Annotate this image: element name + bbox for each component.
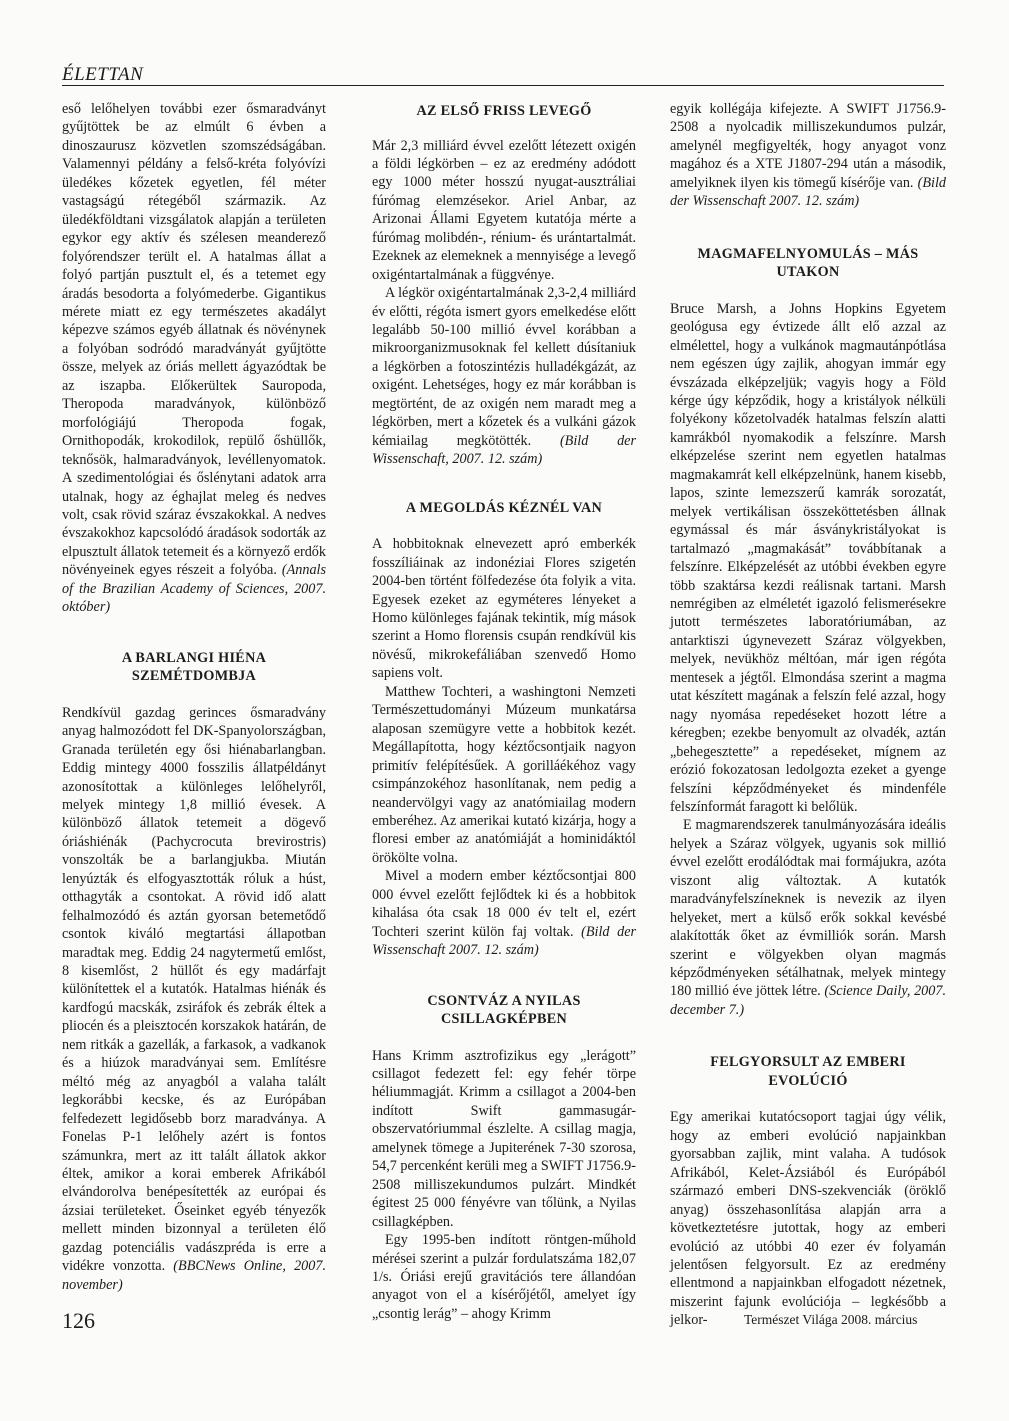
header-rule bbox=[62, 85, 944, 86]
article-text bbox=[372, 867, 636, 959]
column-3 bbox=[670, 100, 946, 1330]
paragraph: A légkör oxigéntartalmának 2,3-2,4 milliárd év előtti, régóta ismert gyors emelkedése előtt legalább 50-100 millió évvel korábban a mikroorganizmusoknak fel kellett dúsítaniuk a légkörben a fotoszintézis hulladékgázát, az oxigént. Lehetséges, hogy ez már korábban is megtörtént, de az oxigén nem maradt meg a légkörben, mert a kőzetek és a vulkáni gázok kémiailag megkötötték. bbox=[372, 285, 636, 449]
paragraph: Egy 1995-ben indított röntgen-műhold mérései szerint a pulzár fordulatszáma 182,07 1/s. Óriási erejű gravitációs tere állandóan anyagot von el a kísérőjétől, amelyet így „csontig lerág” – ahogy Krimm bbox=[372, 1232, 636, 1322]
source-citation: (BBCNews Online, 2007. november) bbox=[62, 1258, 326, 1293]
article-text bbox=[62, 100, 326, 617]
paragraph: eső lelőhelyen további ezer ősmaradványt gyűjtöttek be az elmúlt 6 évben a dinoszaurusz közvetlen szomszédságában. Valamennyi példány a felső-kréta folyóvízi üledékes kőzetek egyetlen, fél méter vastagságú rétegéből származik. Az üledékföldtani vizsgálatok alapján a területen egykor egy aktív és szélesen meanderező folyórendszer terült el. A hatalmas állat a folyó partján pusztult el, és a tetemet egy áradás besodorta a folyómederbe. Gigantikus mérete miatt ez egy természetes akadályt képezve számos egyéb állatnak és növénynek a folyóban sodródó maradványát gyűjtötte össze, melyek az óriás mellett ágyazódtak be az iszapba. Előkerültek Sauropoda, Theropoda maradványok, különböző morfológiájú Theropoda fogak, Ornithopodák, krokodilok, repülő őshüllők, teknősök, halmaradványok, levéllenyomatok. A szedimentológiai és őslénytani adatok arra utalnak, hogy az éghajlat meleg és nedves volt, csak rövid száraz évszakokkal. A nedves évszakokhoz kapcsolódó áradások sodorták az elpusztult állatok tetemeit és a környező erdők növényeinek egyes részeit a folyóba. bbox=[62, 101, 326, 579]
paragraph: A hobbitoknak elnevezett apró emberkék fosszíliáinak az indonéziai Flores szigetén 2004-ben történt fölfedezése óta folyik a vita. Egyesek ezeket az egyméteres lényeket a Homo különleges fajának tekintik, míg mások szerint a Homo florensis csupán rendkívül kis növésű, mikrokefáliában szenvedő Homo sapiens volt. bbox=[372, 536, 636, 682]
source-citation: (Bild der Wissenschaft, 2007. 12. szám) bbox=[372, 432, 636, 468]
article-text bbox=[670, 816, 946, 1019]
article-heading: CSONTVÁZ A NYILAS CSILLAGKÉPBEN bbox=[427, 992, 581, 1028]
article-text bbox=[62, 704, 326, 1295]
paragraph: Matthew Tochteri, a washingtoni Nemzeti Természettudományi Múzeum munkatársa alaposan szemügyre vette a hobbitok kezét. Megállapította, hogy kéztőcsontjaik nagyon primitív felépítésűek. A gorilláékéhoz vagy csimpánzokéhoz hasonlítanak, nem pedig a neandervölgyi vagy az anatómiailag modern emberéhez. Az amerikai kutató kizárja, hogy a floresi ember az anatómiáját a hominidáktól örökölte volna. bbox=[372, 683, 636, 866]
column-1 bbox=[62, 100, 326, 1294]
article-text bbox=[670, 100, 946, 211]
article-heading: A BARLANGI HIÉNA SZEMÉTDOMBJA bbox=[121, 649, 267, 685]
running-header bbox=[62, 64, 944, 86]
source-citation: (Annals of the Brazilian Academy of Sciences, 2007. október) bbox=[62, 562, 327, 616]
page-number: 126 bbox=[62, 1308, 95, 1333]
article-text bbox=[372, 284, 636, 469]
paragraph: Bruce Marsh, a Johns Hopkins Egyetem geológusa egy évtizede állt elő azzal az elmélettel, hogy a vulkánok magmautánpótlása nem egészen úgy zajlik, ahogyan immár egy évszázada elképzeljük; vagyis hogy a Föld kérge úgy képződik, hogy a kristályok nélküli folyékony kőzetolvadék hatalmas felszín alatti kamrákból nyomakodik a felszínre. Marsh elképzelése szerint nem egyetlen hatalmas magmakamrát kell elképzelnünk, hanem kisebb, lapos, szinte lemezszerű kamrák sorozatát, melyek vertikálisan összeköttetésben állnak egymással és már ásványkristályokat is tartalmazó „magmakását” továbbítanak a felszínre. Elképzelését az utóbbi években egyre több szaktársa kezdi reálisnak tartani. Marsh nemrégiben az elméletét igazoló felismerésekre jutott természetes laboratóriumában, az antarktiszi úgynevezett Száraz völgyekben, melyek, nevükhöz méltóan, már igen régóta mentesek a jégtől. Elmondása szerint a magma utat készített magának a felszín felé azzal, hogy nagy nyomása repedéseket hozott létre a kéregben; ezekbe benyomult az olvadék, aztán „behegesztette” a repedéseket, mígnem az erózió fokozatosan ledolgozta ezeket a gyenge felszíni képződményeket és mindenféle felszínformát faragott ki belőlük. bbox=[670, 300, 946, 815]
paragraph: E magmarendszerek tanulmányozására ideális helyek a Száraz völgyek, ugyanis sok millió évvel ezelőtt erodálódtak mai formájukra, azóta viszont alig változtak. A kutatók maradványfelszíneknek is nevezik az ilyen helyeket, mert a külső erők sokkal kevésbé alakították őket az évmilliók során. Marsh szerint e völgyekben olyan magmás képződményeken sétálhatnak, melyek mintegy 180 millió éve jöttek létre. bbox=[670, 817, 946, 1000]
source-citation: (Bild der Wissenschaft 2007. 12. szám) bbox=[670, 174, 947, 210]
column-2 bbox=[372, 100, 636, 1323]
source-citation: (Science Daily, 2007. december 7.) bbox=[670, 983, 946, 1018]
section-title: ÉLETTAN bbox=[62, 64, 144, 85]
paragraph: Már 2,3 milliárd évvel ezelőtt létezett oxigén a földi légkörben – ez az eredmény adódott egy 1000 méter hosszú nyugat-ausztráliai fúrómag elemzésekor. Ariel Anbar, az Arizonai Állami Egyetem kutatója mérte a fúrómag molibdén-, rénium- és urántartalmát. Ezeknek az elemeknek a mennyisége a levegő oxigéntartalmának a függvénye. bbox=[372, 137, 636, 283]
paragraph: Rendkívül gazdag gerinces ősmaradvány anyag halmozódott fel DK-Spanyolországban, Granada területén egy ősi hiénabarlangban. Eddig mintegy 4000 fosszilis állatpéldányt azonosítottak a különleges lelőhelyről, melyek mintegy 1,8 millió évesek. A különböző állatok tetemeit a dögevő óriáshiénák (Pachycrocuta brevirostris) vonszolták be a barlangjukba. Miután lenyúzták és elfogyasztották róluk a húst, otthagyták a csontokat. A rövid idő alatt felhalmozódó és aztán gyorsan betemetődő csontok kiváló megtartási állapotban maradtak meg. Eddig 24 nagytermetű emlőst, 8 kisemlőst, 2 hüllőt és egy madárfajt különítettek el a kutatók. Hatalmas hiénák és kardfogú macskák, zsiráfok és zebrák éltek a pliocén és a pleisztocén korszakok határán, de nem ritkák a gazellák, a farkasok, a vadkanok és a hiúzok maradványai sem. Említésre méltó még az anyagból a valaha talált legkorábbi kecske, és az Európában felfedezett legidősebb borz maradványa. A Fonelas P-1 lelőhely azért is fontos számunkra, mert az itt talált állatok akkor éltek, amikor a korai emberek Afrikából elvándorolva benépesítették az európai és ázsiai területeket. Őseinket egyéb tényezők mellett minden bizonnyal a területen élő gazdag potenciális vadászpréda is erre a vidékre vonzotta. bbox=[62, 704, 326, 1275]
article-heading: A MEGOLDÁS KÉZNÉL VAN bbox=[405, 499, 603, 516]
paragraph: Mivel a modern ember kéztőcsontjai 800 000 évvel ezelőtt fejlődtek ki és a hobbitok kihalása óta csak 18 000 év telt el, ezért Tochteri szerint külön faj voltak. bbox=[372, 868, 636, 940]
article-heading: MAGMAFELNYOMULÁS – MÁS UTAKON bbox=[697, 245, 919, 281]
paragraph: Hans Krimm asztrofizikus egy „lerágott” csillagot fedezett fel: egy fehér törpe héliummagját. Krimm a csillagot a 2004-ben indított Swift gammasugár-obszervatóriummal észlelte. A csillag magja, amelynek tömege a Jupiterének 7-30 szorosa, 54,7 percenként kerüli meg a SWIFT J1756.9-2508 milliszekundumos pulzárt. Mindkét égitest 25 000 fényévre van tőlünk, a Nyilas csillagképben. bbox=[372, 1047, 636, 1230]
journal-footer: Természet Világa 2008. március bbox=[744, 1312, 918, 1327]
paragraph: egyik kollégája kifejezte. A SWIFT J1756.9-2508 a nyolcadik milliszekundumos pulzár, amelynél megfigyelték, hogy anyagot vonz magához és a XTE J1807-294 után a második, amelyiknek ilyen kis tömegű kísérője van. bbox=[670, 101, 946, 191]
paragraph: Egy amerikai kutatócsoport tagjai úgy vélik, hogy az emberi evolúció napjainkban gyorsabban zajlik, mint valaha. A tudósok Afrikából, Kelet-Ázsiából és Európából származó emberi DNS-szekvenciák (öröklő anyag) összehasonlítása alapján arra a következtetésre jutottak, hogy az emberi evolúció az utóbbi 40 ezer év folyamán jelentősen felgyorsult. Ez az eredmény ellentmond a napjainkban elfogadott nézetnek, miszerint fajunk evolúciója – legkésőbb a jelkor- bbox=[670, 1109, 946, 1329]
article-heading: AZ ELSŐ FRISS LEVEGŐ bbox=[416, 103, 592, 119]
article-heading: FELGYORSULT AZ EMBERI EVOLÚCIÓ bbox=[710, 1054, 906, 1089]
source-citation: (Bild der Wissenschaft 2007. 12. szám) bbox=[372, 923, 637, 959]
